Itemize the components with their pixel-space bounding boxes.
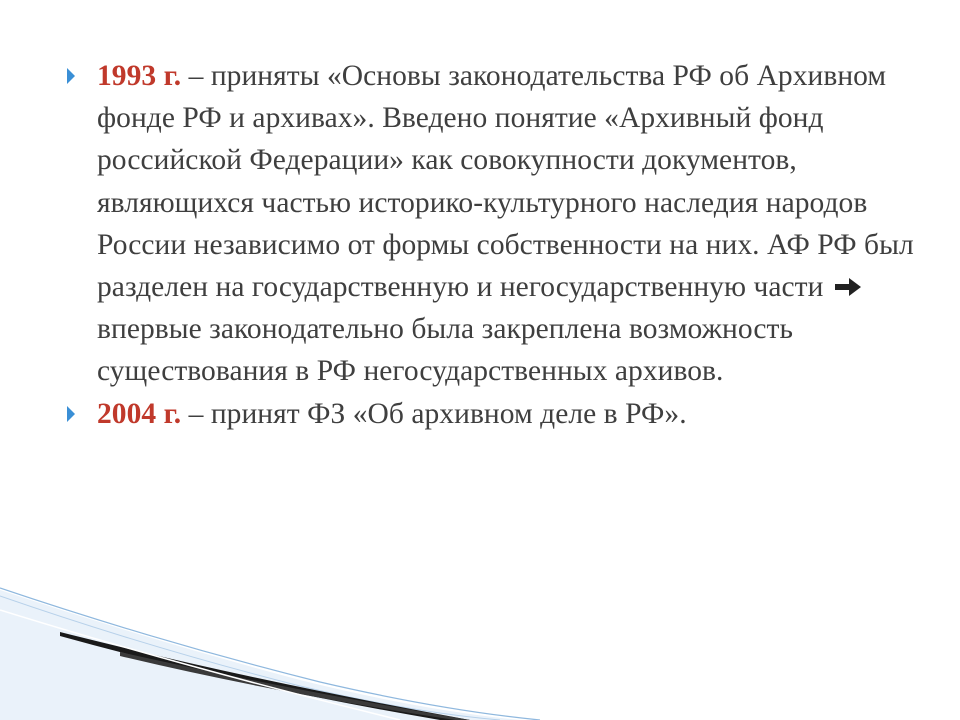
year-label: 1993 г. xyxy=(97,60,182,92)
bullet-list xyxy=(66,55,916,435)
decorative-swoosh xyxy=(0,570,960,720)
paragraph-text-continued: впервые законодательно была закреплена возможность существования в РФ негосударственных архивов. xyxy=(97,313,793,388)
bold-right-arrow-icon xyxy=(833,276,863,298)
triangle-bullet-icon xyxy=(66,67,76,85)
paragraph-text: – приняты «Основы законодательства РФ об Архивном фонде РФ и архивах». Введено понятие «Архивный фонд российской Федерации» как совокупности документов, являющихся частью историко-культурного наследия народов России независимо от формы собственности на них. АФ РФ был разделен на государственную и негосударственную части xyxy=(97,60,914,304)
paragraph-text: – принят ФЗ «Об архивном деле в РФ». xyxy=(181,397,687,430)
bullet-item-1993 xyxy=(66,55,916,393)
bullet-item-2004 xyxy=(66,393,916,435)
year-label: 2004 г. xyxy=(97,397,182,430)
triangle-bullet-icon xyxy=(66,405,76,423)
